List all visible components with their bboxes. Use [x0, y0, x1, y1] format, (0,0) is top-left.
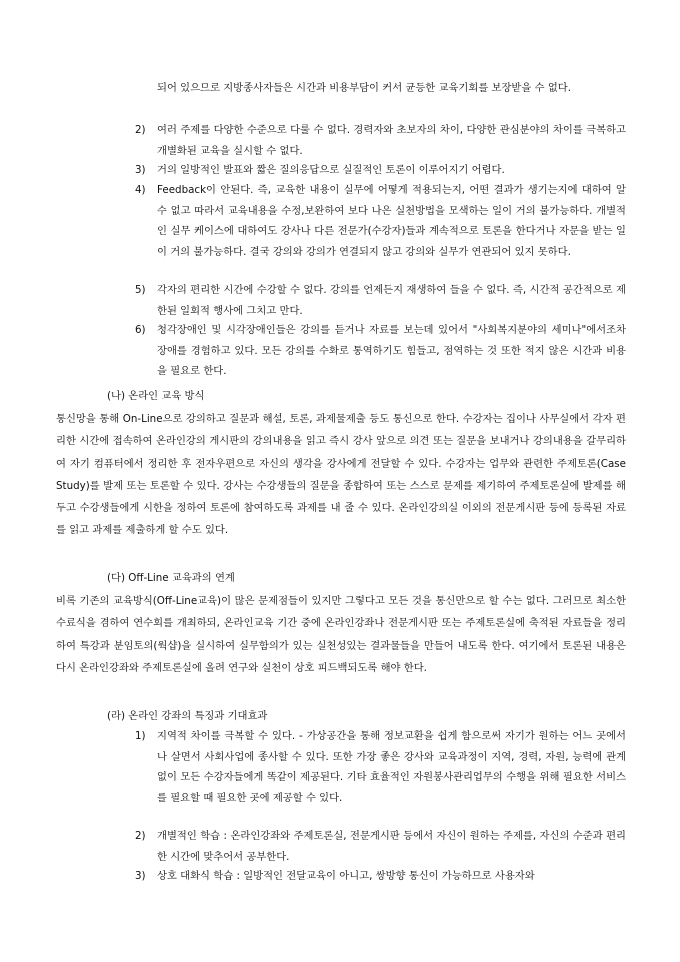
list-item: [135, 180, 626, 262]
list-item: [135, 826, 626, 867]
list-item-number: 4): [135, 184, 146, 196]
list-item-number: 3): [135, 870, 146, 882]
list-item: [135, 160, 626, 181]
list-item: [135, 280, 626, 321]
list-item-text: 청각장애인 및 시각장애인들은 강의를 듣거나 자료를 보는데 있어서 "사회복지분야의 세미나"에서조차 장애를 경험하고 있다. 모든 강의를 수화로 통역하기도 힘들고, 점역하는 것 또한 적지 않은 시간과 비용을 필요로 한다.: [157, 324, 626, 377]
list-item: [135, 120, 626, 161]
list-item: [135, 726, 626, 808]
section-heading-na: (나) 온라인 교육 방식: [107, 390, 205, 402]
list-item: [135, 866, 626, 887]
list-item-number: 6): [135, 324, 146, 336]
section-da-body: 비록 기존의 교육방식(Off-Line교육)이 많은 문제점들이 있지만 그렇다고 모든 것을 통신만으로 할 수는 없다. 그러므로 최소한 수료식을 겸하여 연수회를 개최하되, 온라인교육 기간 중에 온라인강좌나 전문게시판 또는 주제토론실에 축적된 자료들을 정리하여 특강과 분임토의(웍샵)을 실시하여 실무함의가 있는 실천성있는 결과물들을 만들어 내도록 한다. 여기에서 토론된 내용은 다시 온라인강좌와 주제토론실에 올려 연구와 실천이 상호 피드백되도록 해야 한다.: [56, 595, 626, 674]
list-item-text: 개별적인 학습 : 온라인강좌와 주제토론실, 전문게시판 등에서 자신이 원하는 주제를, 자신의 수준과 편리한 시간에 맞추어서 공부한다.: [157, 830, 626, 863]
list-item-number: 1): [135, 730, 146, 742]
list-item-number: 2): [135, 830, 146, 842]
section-heading-da: (다) Off-Line 교육과의 연계: [107, 572, 235, 584]
list-item-number: 5): [135, 284, 146, 296]
section-heading-ra: (라) 온라인 강좌의 특징과 기대효과: [107, 710, 268, 722]
list-item-text: 거의 일방적인 발표와 짧은 질의응답으로 실질적인 토론이 이루어지기 어렵다.: [157, 164, 505, 176]
list-item-continuation: 되어 있으므로 지방종사자들은 시간과 비용부담이 커서 균등한 교육기회를 보장받을 수 없다.: [157, 82, 571, 94]
list-item-text: 지역적 차이를 극복할 수 있다. - 가상공간을 통해 정보교환을 쉽게 함으로써 자기가 원하는 어느 곳에서나 살면서 사회사업에 종사할 수 있다. 또한 가장 좋은 강사와 교육과정이 지역, 경력, 자원, 능력에 관계없이 모든 수강자들에게 똑같이 제공된다. 기타 효율적인 자원봉사관리업무의 수행을 위해 필요한 서비스를 필요할 때 필요한 곳에 제공할 수 있다.: [157, 730, 626, 804]
list-item: [135, 320, 626, 382]
list-item-text: 여러 주제를 다양한 수준으로 다룰 수 없다. 경력자와 초보자의 차이, 다양한 관심분야의 차이를 극복하고 개별화된 교육을 실시할 수 없다.: [157, 124, 626, 157]
list-item-text: 각자의 편리한 시간에 수강할 수 없다. 강의를 언제든지 재생하여 들을 수 없다. 즉, 시간적 공간적으로 제한된 일회적 행사에 그치고 만다.: [157, 284, 626, 317]
section-na-body: 통신망을 통해 On-Line으로 강의하고 질문과 해설, 토론, 과제물제출 등도 통신으로 한다. 수강자는 집이나 사무실에서 각자 편리한 시간에 접속하여 온라인강의 게시판의 강의내용을 읽고 즉시 강사 앞으로 의견 또는 질문을 보내거나 강의내용을 갈무리하여 자기 컴퓨터에서 정리한 후 전자우편으로 자신의 생각을 강사에게 전달할 수 있다. 수강자는 업무와 관련한 주제토론(Case Study)를 발제 또는 토론할 수 있다. 강사는 수강생들의 질문을 종합하여 또는 스스로 문제를 제기하여 주제토론실에 발제를 해 두고 수강생들에게 시한을 정하여 토론에 참여하도록 과제를 내 줄 수 있다. 온라인강의실 이외의 전문게시판 등에 등록된 자료를 읽고 과제를 제출하게 할 수도 있다.: [56, 413, 626, 537]
list-item-number: 2): [135, 124, 146, 136]
list-item-text: 상호 대화식 학습 : 일방적인 전달교육이 아니고, 쌍방향 통신이 가능하므로 사용자와: [157, 870, 535, 882]
list-item-text: Feedback이 안된다. 즉, 교육한 내용이 실무에 어떻게 적용되는지, 어떤 결과가 생기는지에 대하여 알 수 없고 따라서 교육내용을 수정,보완하여 보다 나은 실천방법을 모색하는 일이 거의 불가능하다. 개별적인 실무 케이스에 대하여도 강사나 다른 전문가(수강자)들과 계속적으로 토론을 한다거나 자문을 받는 일이 거의 불가능하다. 결국 강의와 강의가 연결되지 않고 강의와 실무가 연관되어 있지 못하다.: [157, 184, 626, 258]
list-item-number: 3): [135, 164, 146, 176]
